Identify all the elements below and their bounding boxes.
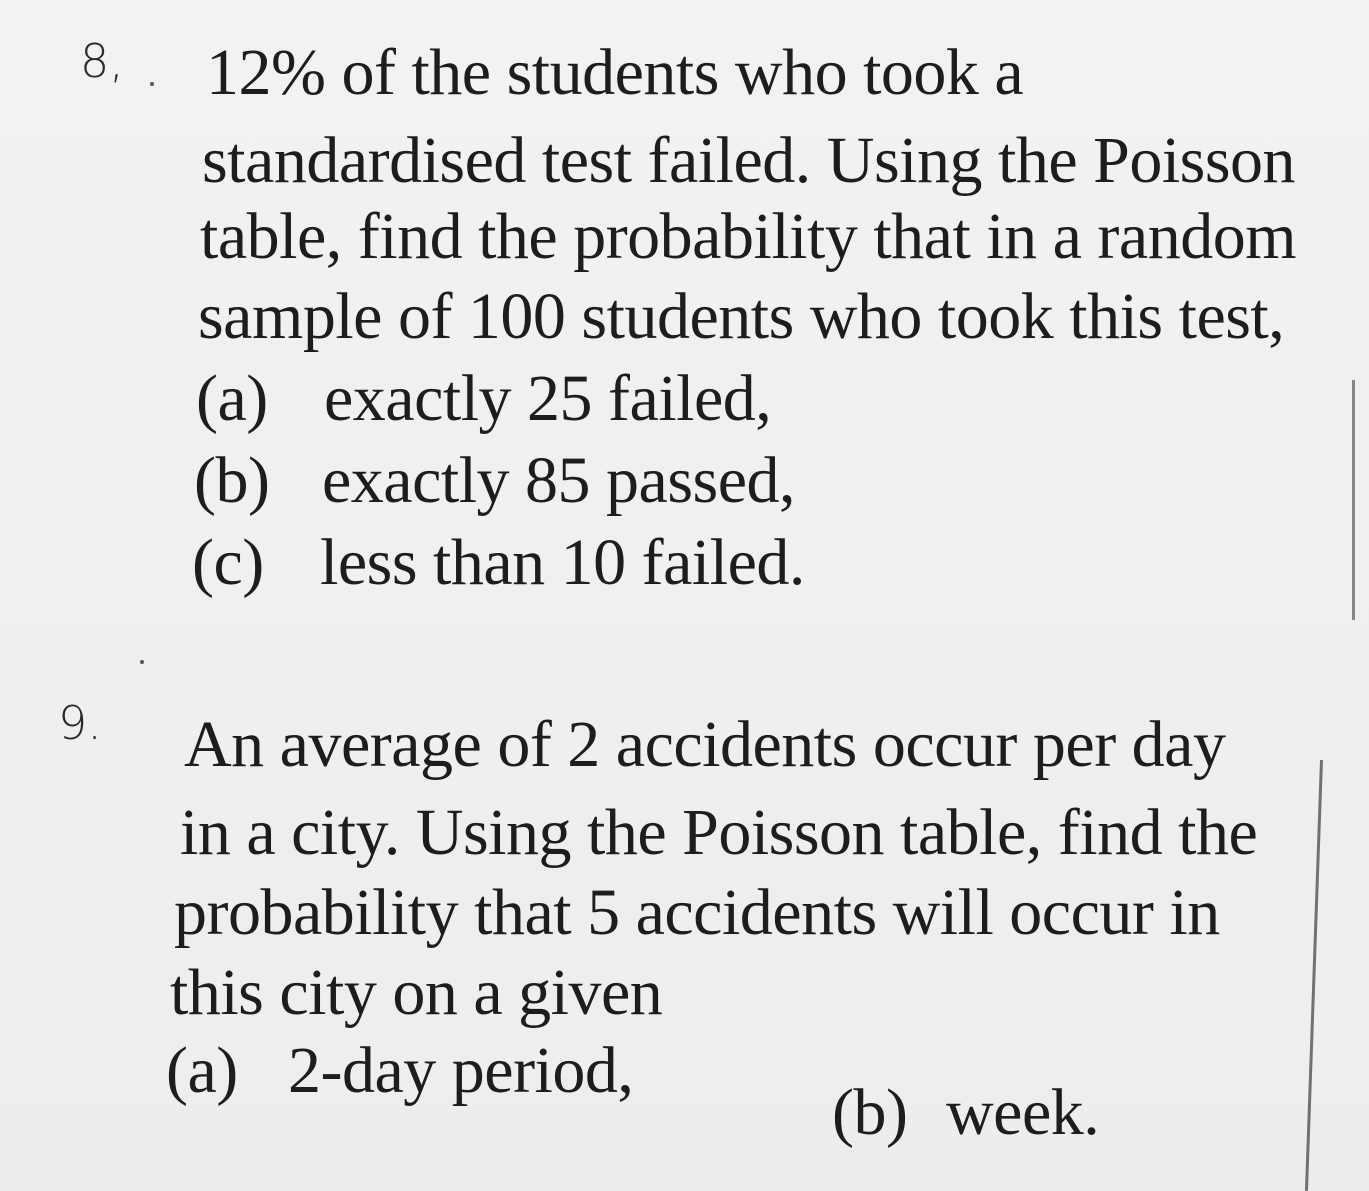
q9-line-3: probability that 5 accidents will occur in [174,876,1220,949]
q8-line-2: standardised test failed. Using the Poisson [202,124,1296,197]
q9-part-b [832,1076,1100,1149]
stray-mark [140,660,144,664]
q9-part-b-label: (b) [832,1076,908,1149]
question-9-number: 9. [58,696,102,750]
q8-part-c-label: (c) [192,526,264,599]
q8-part-a [196,362,772,435]
q8-line-4: sample of 100 students who took this test, [198,280,1285,353]
q9-part-b-text: week. [946,1076,1100,1149]
q8-line-3: table, find the probability that in a random [200,200,1297,273]
q9-line-1: An average of 2 accidents occur per day [184,708,1226,781]
q9-part-a [166,1034,634,1107]
q9-part-a-label: (a) [166,1034,238,1107]
q8-part-c [192,526,805,599]
q9-line-4: this city on a given [170,956,663,1029]
margin-rule-lower [1305,760,1323,1191]
q8-line-1: 12% of the students who took a [206,36,1024,109]
q8-part-b-text: exactly 85 passed, [322,444,796,517]
q8-part-b [194,444,796,517]
q8-part-b-label: (b) [194,444,270,517]
q9-part-a-text: 2-day period, [288,1034,634,1107]
question-8-number: 8, [80,34,124,88]
q8-part-a-label: (a) [196,362,268,435]
q9-line-2: in a city. Using the Poisson table, find the [180,796,1258,869]
margin-rule-upper [1352,380,1355,620]
q8-part-a-text: exactly 25 failed, [324,362,772,435]
q8-part-c-text: less than 10 failed. [320,526,805,599]
stray-mark [150,82,154,86]
